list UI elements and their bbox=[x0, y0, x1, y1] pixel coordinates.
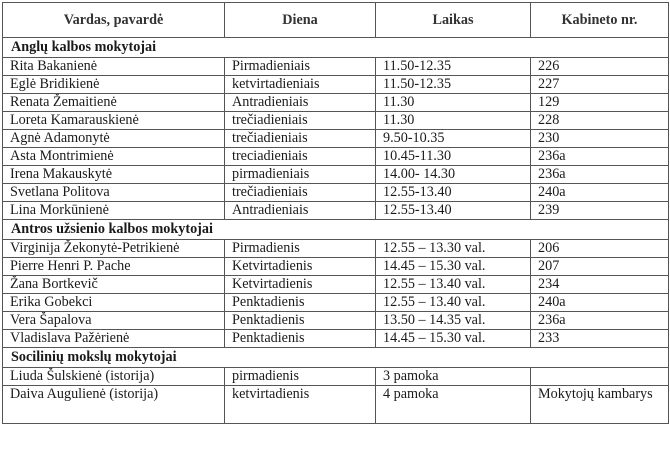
time-cell: 10.45-11.30 bbox=[376, 148, 531, 166]
table-header-row bbox=[3, 3, 669, 38]
teacher-name-cell: Lina Morkūnienė bbox=[3, 202, 225, 220]
time-cell: 12.55 – 13.30 val. bbox=[376, 240, 531, 258]
table-row bbox=[3, 76, 669, 94]
room-cell: 236a bbox=[531, 148, 669, 166]
day-cell: trečiadieniais bbox=[225, 130, 376, 148]
time-cell: 12.55 – 13.40 val. bbox=[376, 294, 531, 312]
teacher-name-cell: Eglė Bridikienė bbox=[3, 76, 225, 94]
section-header-row bbox=[3, 220, 669, 240]
day-cell: Pirmadieniais bbox=[225, 58, 376, 76]
time-cell: 13.50 – 14.35 val. bbox=[376, 312, 531, 330]
table-row bbox=[3, 276, 669, 294]
day-cell: Pirmadienis bbox=[225, 240, 376, 258]
section-header-row bbox=[3, 348, 669, 368]
day-cell: trečiadieniais bbox=[225, 112, 376, 130]
time-cell: 9.50-10.35 bbox=[376, 130, 531, 148]
table-row bbox=[3, 202, 669, 220]
table-row bbox=[3, 58, 669, 76]
table-row bbox=[3, 386, 669, 424]
day-cell: ketvirtadienis bbox=[225, 386, 376, 424]
teacher-name-cell: Pierre Henri P. Pache bbox=[3, 258, 225, 276]
teacher-name-cell: Vladislava Pažėrienė bbox=[3, 330, 225, 348]
day-cell: Ketvirtadienis bbox=[225, 258, 376, 276]
table-row bbox=[3, 258, 669, 276]
teacher-name-cell: Asta Montrimienė bbox=[3, 148, 225, 166]
room-cell: 239 bbox=[531, 202, 669, 220]
time-cell: 11.50-12.35 bbox=[376, 76, 531, 94]
section-title: Socilinių mokslų mokytojai bbox=[3, 348, 669, 368]
day-cell: pirmadienis bbox=[225, 368, 376, 386]
table-row bbox=[3, 130, 669, 148]
teacher-name-cell: Irena Makauskytė bbox=[3, 166, 225, 184]
room-cell: 129 bbox=[531, 94, 669, 112]
time-cell: 11.50-12.35 bbox=[376, 58, 531, 76]
time-cell: 11.30 bbox=[376, 94, 531, 112]
day-cell: pirmadieniais bbox=[225, 166, 376, 184]
room-cell: 234 bbox=[531, 276, 669, 294]
header-time: Laikas bbox=[376, 3, 531, 38]
time-cell: 12.55-13.40 bbox=[376, 202, 531, 220]
teacher-name-cell: Daiva Augulienė (istorija) bbox=[3, 386, 225, 424]
section-title: Antros užsienio kalbos mokytojai bbox=[3, 220, 669, 240]
day-cell: ketvirtadieniais bbox=[225, 76, 376, 94]
table-row bbox=[3, 112, 669, 130]
table-row bbox=[3, 330, 669, 348]
table-row bbox=[3, 166, 669, 184]
time-cell: 14.45 – 15.30 val. bbox=[376, 258, 531, 276]
table-row bbox=[3, 184, 669, 202]
section-title: Anglų kalbos mokytojai bbox=[3, 38, 669, 58]
header-room: Kabineto nr. bbox=[531, 3, 669, 38]
table-body bbox=[3, 38, 669, 424]
teacher-name-cell: Rita Bakanienė bbox=[3, 58, 225, 76]
room-cell: 236a bbox=[531, 312, 669, 330]
room-cell: 233 bbox=[531, 330, 669, 348]
day-cell: Antradieniais bbox=[225, 202, 376, 220]
room-cell: 240a bbox=[531, 184, 669, 202]
teacher-name-cell: Agnė Adamonytė bbox=[3, 130, 225, 148]
table-row bbox=[3, 312, 669, 330]
room-cell: 236a bbox=[531, 166, 669, 184]
room-cell: 206 bbox=[531, 240, 669, 258]
time-cell: 12.55-13.40 bbox=[376, 184, 531, 202]
time-cell: 3 pamoka bbox=[376, 368, 531, 386]
table-row bbox=[3, 148, 669, 166]
room-cell: 227 bbox=[531, 76, 669, 94]
room-cell: 207 bbox=[531, 258, 669, 276]
teacher-name-cell: Liuda Šulskienė (istorija) bbox=[3, 368, 225, 386]
day-cell: trečiadieniais bbox=[225, 184, 376, 202]
teacher-name-cell: Loreta Kamarauskienė bbox=[3, 112, 225, 130]
teacher-name-cell: Erika Gobekci bbox=[3, 294, 225, 312]
section-header-row bbox=[3, 38, 669, 58]
consultation-schedule-table bbox=[2, 2, 669, 424]
table-row bbox=[3, 368, 669, 386]
day-cell: Ketvirtadienis bbox=[225, 276, 376, 294]
teacher-name-cell: Žana Bortkevič bbox=[3, 276, 225, 294]
room-cell bbox=[531, 368, 669, 386]
teacher-name-cell: Svetlana Politova bbox=[3, 184, 225, 202]
table-row bbox=[3, 240, 669, 258]
header-day: Diena bbox=[225, 3, 376, 38]
day-cell: Penktadienis bbox=[225, 294, 376, 312]
table-row bbox=[3, 94, 669, 112]
room-cell: 240a bbox=[531, 294, 669, 312]
day-cell: Penktadienis bbox=[225, 330, 376, 348]
day-cell: Antradieniais bbox=[225, 94, 376, 112]
teacher-name-cell: Virginija Žekonytė-Petrikienė bbox=[3, 240, 225, 258]
day-cell: Penktadienis bbox=[225, 312, 376, 330]
header-name: Vardas, pavardė bbox=[3, 3, 225, 38]
room-cell: 226 bbox=[531, 58, 669, 76]
time-cell: 4 pamoka bbox=[376, 386, 531, 424]
day-cell: treciadieniais bbox=[225, 148, 376, 166]
time-cell: 14.00- 14.30 bbox=[376, 166, 531, 184]
time-cell: 14.45 – 15.30 val. bbox=[376, 330, 531, 348]
room-cell: Mokytojų kambarys bbox=[531, 386, 669, 424]
time-cell: 12.55 – 13.40 val. bbox=[376, 276, 531, 294]
teacher-name-cell: Vera Šapalova bbox=[3, 312, 225, 330]
teacher-name-cell: Renata Žemaitienė bbox=[3, 94, 225, 112]
table-row bbox=[3, 294, 669, 312]
time-cell: 11.30 bbox=[376, 112, 531, 130]
room-cell: 230 bbox=[531, 130, 669, 148]
room-cell: 228 bbox=[531, 112, 669, 130]
